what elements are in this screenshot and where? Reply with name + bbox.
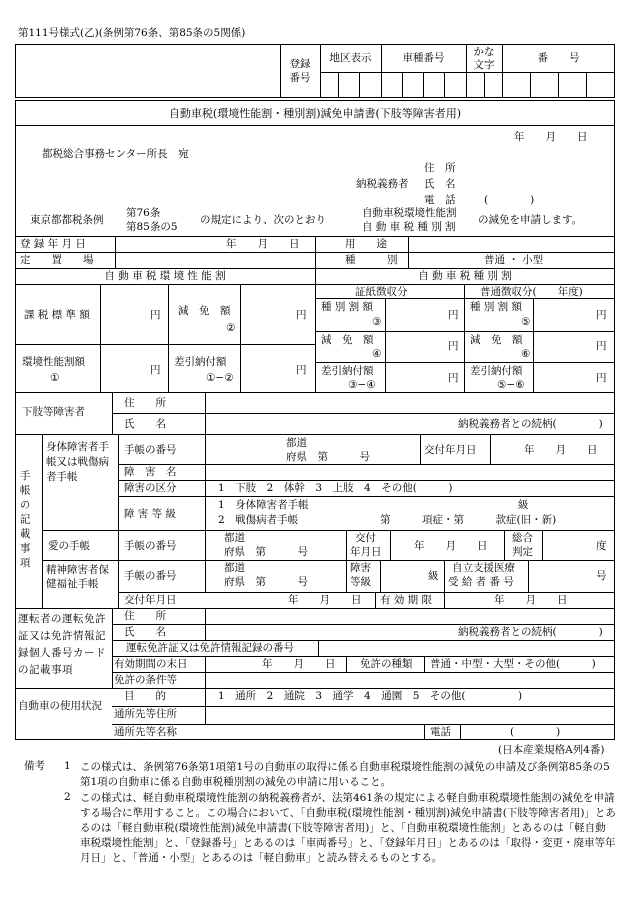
exemption2-label-b: 減 免 額 [470,334,523,346]
tax-base-label: 課 税 標 準 額 [24,309,90,321]
spec-amount-yen-a[interactable]: 円 [448,309,459,321]
diff2-label-b: 差引納付額 [470,365,523,377]
declaration-end: の減免を申請します。 [478,214,583,226]
spec-tax-heading: 自 動 車 税 種 別 割 [418,270,512,282]
mental-notebook-label: 精神障害者保健福祉手帳 [46,564,109,590]
addressee: 都税総合事務センター所長 宛 [42,148,189,160]
nb2-judge-a: 総合 [512,532,533,544]
destination-tel-value[interactable]: ( ) [510,726,561,738]
form-title: 自動車税(環境性能割・種別割)減免申請書(下肢等障害者用) [168,107,462,120]
destination-name-label: 通所先等名称 [114,726,177,738]
env-tax-yen[interactable]: 円 [150,364,161,376]
nb1-pref-b[interactable]: 府県 第 号 [286,451,370,463]
physical-notebook-label: 身体障害者手帳又は戦傷病者手帳 [46,441,109,483]
nb2-issue-date[interactable]: 年 月 日 [414,540,488,552]
exemption2-number-a: ④ [372,348,382,360]
disability-class-label: 障害の区分 [124,482,177,494]
diff2-label-a: 差引納付額 [321,365,374,377]
nb2-number-label: 手帳の番号 [124,540,177,552]
purpose-label: 目 的 [124,690,166,702]
kind-label: 種 別 [345,254,398,266]
nb3-pref-a: 都道 [224,562,245,574]
declaration-env: 自動車税環境性能割 [362,207,457,219]
exemption2-yen-b[interactable]: 円 [596,340,607,352]
disability-name-label: 障 害 名 [124,466,177,478]
nb3-number-label: 手帳の番号 [124,570,177,582]
kind-value[interactable]: 普通 ・ 小型 [484,254,544,266]
taxpayer-tel-paren[interactable]: ( ) [484,194,535,206]
taxpayer-name-label: 氏 名 [424,178,456,190]
license-type-label: 免許の種類 [360,658,413,670]
nb3-grade-b: 等級 [350,576,371,588]
nb3-valid-date[interactable]: 年 月 日 [494,594,568,606]
person-relation[interactable]: 納税義務者との続柄( ) [458,418,603,430]
env-tax-heading: 自 動 車 税 環 境 性 能 割 [104,270,226,282]
declaration-ordinance: 東京都都税条例 [30,214,104,226]
declaration-spec: 自 動 車 税 種 別 割 [362,221,456,233]
exemption-yen[interactable]: 円 [296,309,307,321]
taxpayer-address-label: 住 所 [424,162,456,174]
reg-date-value[interactable]: 年 月 日 [226,238,300,250]
area-label: 地区表示 [329,52,372,64]
exemption2-number-b: ⑥ [521,348,531,360]
license-expiry-value[interactable]: 年 月 日 [262,658,336,670]
taxpayer-tel-label: 電 話 [424,194,456,206]
nb1-number-label: 手帳の番号 [124,444,177,456]
registration-number-label: 登録番号 [289,58,311,84]
person-address-label: 住 所 [124,397,166,409]
exemption-label: 減 免 額 [178,305,231,317]
normal-collection-label: 普通徴収分( 年度) [480,286,583,298]
nb1-pref-a: 都道 [286,437,307,449]
diff-payment-label: 差引納付額 [174,356,227,368]
exemption2-label-a: 減 免 額 [321,334,374,346]
nb2-issue-b: 年月日 [350,546,382,558]
disability-grade-label: 障 害 等 級 [124,508,177,520]
nb3-grade-a: 障害 [350,562,371,574]
diff2-number-b: ⑤−⑥ [497,379,525,391]
nb3-valid-label: 有 効 期 限 [380,594,433,606]
exemption2-yen-a[interactable]: 円 [448,340,459,352]
diff-payment-yen[interactable]: 円 [296,364,307,376]
driver-name-label: 氏 名 [124,626,166,638]
declaration-article-76: 第76条 [126,207,161,219]
note-2-number: 2 [64,791,71,803]
nb3-support-go[interactable]: 号 [596,570,607,582]
nb2-degree[interactable]: 度 [596,540,607,552]
nb3-issue-label: 交付年月日 [124,594,177,606]
diff2-number-a: ③−④ [348,379,376,391]
spec-amount-number-a: ③ [372,316,382,328]
nb2-issue-a: 交付 [355,532,376,544]
paper-size-note: (日本産業規格A列4番) [498,744,605,756]
application-date: 年 月 日 [514,131,588,143]
declaration-article-85: 第85条の5 [126,221,178,233]
diff2-yen-b[interactable]: 円 [596,372,607,384]
form-number: 第111号様式(乙)(条例第76条、第85条の5関係) [18,27,246,39]
disability-class-options[interactable]: 1 下肢 2 体幹 3 上肢 4 その他( ) [218,482,453,494]
love-notebook-label: 愛の手帳 [48,540,90,552]
purpose-options[interactable]: 1 通所 2 通院 3 通学 4 通園 5 その他( ) [218,690,523,702]
declaration-middle: の規定により、次のとおり [200,214,326,226]
license-type-options[interactable]: 普通・中型・大型・その他( ) [430,658,596,670]
nb3-issue-date[interactable]: 年 月 日 [288,594,362,606]
diff-payment-number: ①−② [206,372,234,384]
nb2-judge-b: 判定 [512,546,533,558]
note-1-text: この様式は、条例第76条第1項第1号の自動車の取得に係る自動車税環境性能割の減免の申請及び条例第85条の5第1項の自動車に係る自動車税種別割の減免の申請に用いること。 [80,761,610,788]
person-name-label: 氏 名 [124,418,166,430]
driver-relation[interactable]: 納税義務者との続柄( ) [458,626,603,638]
driver-address-label: 住 所 [124,610,166,622]
taxpayer-label: 納税義務者 [356,178,409,190]
notes-label: 備考 [24,760,45,772]
stamp-collection-label: 証紙徴収分 [355,286,408,298]
grade-war-value[interactable]: 第 項症・第 款症(旧・新) [380,514,557,526]
grade-physical: 1 身体障害者手帳 [218,499,309,511]
reg-date-label: 登 録 年 月 日 [20,238,86,250]
nb3-pref-b[interactable]: 府県 第 号 [224,576,308,588]
spec-amount-number-b: ⑤ [521,316,531,328]
tax-base-yen[interactable]: 円 [150,309,161,321]
use-label: 用 途 [345,238,387,250]
spec-amount-label-b: 種 別 割 額 [470,301,523,313]
class-number-label: 車種番号 [402,52,445,64]
note-1-number: 1 [64,760,71,772]
nb3-support-b: 受 給 者 番 号 [448,576,514,588]
nb1-issue-date[interactable]: 年 月 日 [524,444,598,456]
driver-license-section-label: 運転者の運転免許証又は免許情報記録個人番号カードの記載事項 [18,613,106,676]
license-expiry-label: 有効期間の末日 [114,658,188,670]
note-2-text: この様式は、軽自動車税環境性能割の納税義務者が、法第461条の規定による軽自動車税環境性能割の減免を申請する場合に準用すること。この場合において、「自動車税(環境性能割・種別割)減免申請書(下肢等障害者用)」とあるのは「軽自動車税(環境性能割)減免申請書(下肢等障害者用)」と、「自動車税環境性能割」とあるのは「軽自動車税環境性能割」と、「登録番号」とあるのは「車両番号」と、「登録年月日」とあるのは「取得・変更・廃車等年月日」と、「普通・小型」とあるのは「軽自動車」と読み替えるものとする。 [80,792,616,864]
diff2-yen-a[interactable]: 円 [448,372,459,384]
garage-label: 定 置 場 [20,254,94,266]
spec-amount-yen-b[interactable]: 円 [596,309,607,321]
kana-label: かな文字 [473,46,495,71]
notebook-section-label: 手帳の記載事項 [18,470,31,572]
env-tax-amount-label: 環境性能割額 [22,356,85,368]
nb2-pref-a: 都道 [224,532,245,544]
grade-physical-value[interactable]: 級 [518,499,529,511]
env-tax-amount-number: ① [50,372,60,384]
grade-war: 2 戦傷病者手帳 [218,514,299,526]
destination-tel-label: 電話 [430,726,451,738]
nb3-support-a: 自立支援医療 [452,562,515,574]
exemption-number: ② [226,322,236,334]
nb3-grade-kyu[interactable]: 級 [428,570,439,582]
license-number-label: 運転免許証又は免許情報記録の番号 [126,642,294,654]
nb1-issue-label: 交付年月日 [424,444,477,456]
usage-section-label: 自動車の使用状況 [18,700,102,712]
license-condition-label: 免許の条件等 [114,674,177,686]
number-label: 番 号 [537,52,580,64]
disabled-person-label: 下肢等障害者 [22,406,85,418]
spec-amount-label-a: 種 別 割 額 [321,301,374,313]
destination-address-label: 通所先等住所 [114,708,177,720]
nb2-pref-b[interactable]: 府県 第 号 [224,546,308,558]
